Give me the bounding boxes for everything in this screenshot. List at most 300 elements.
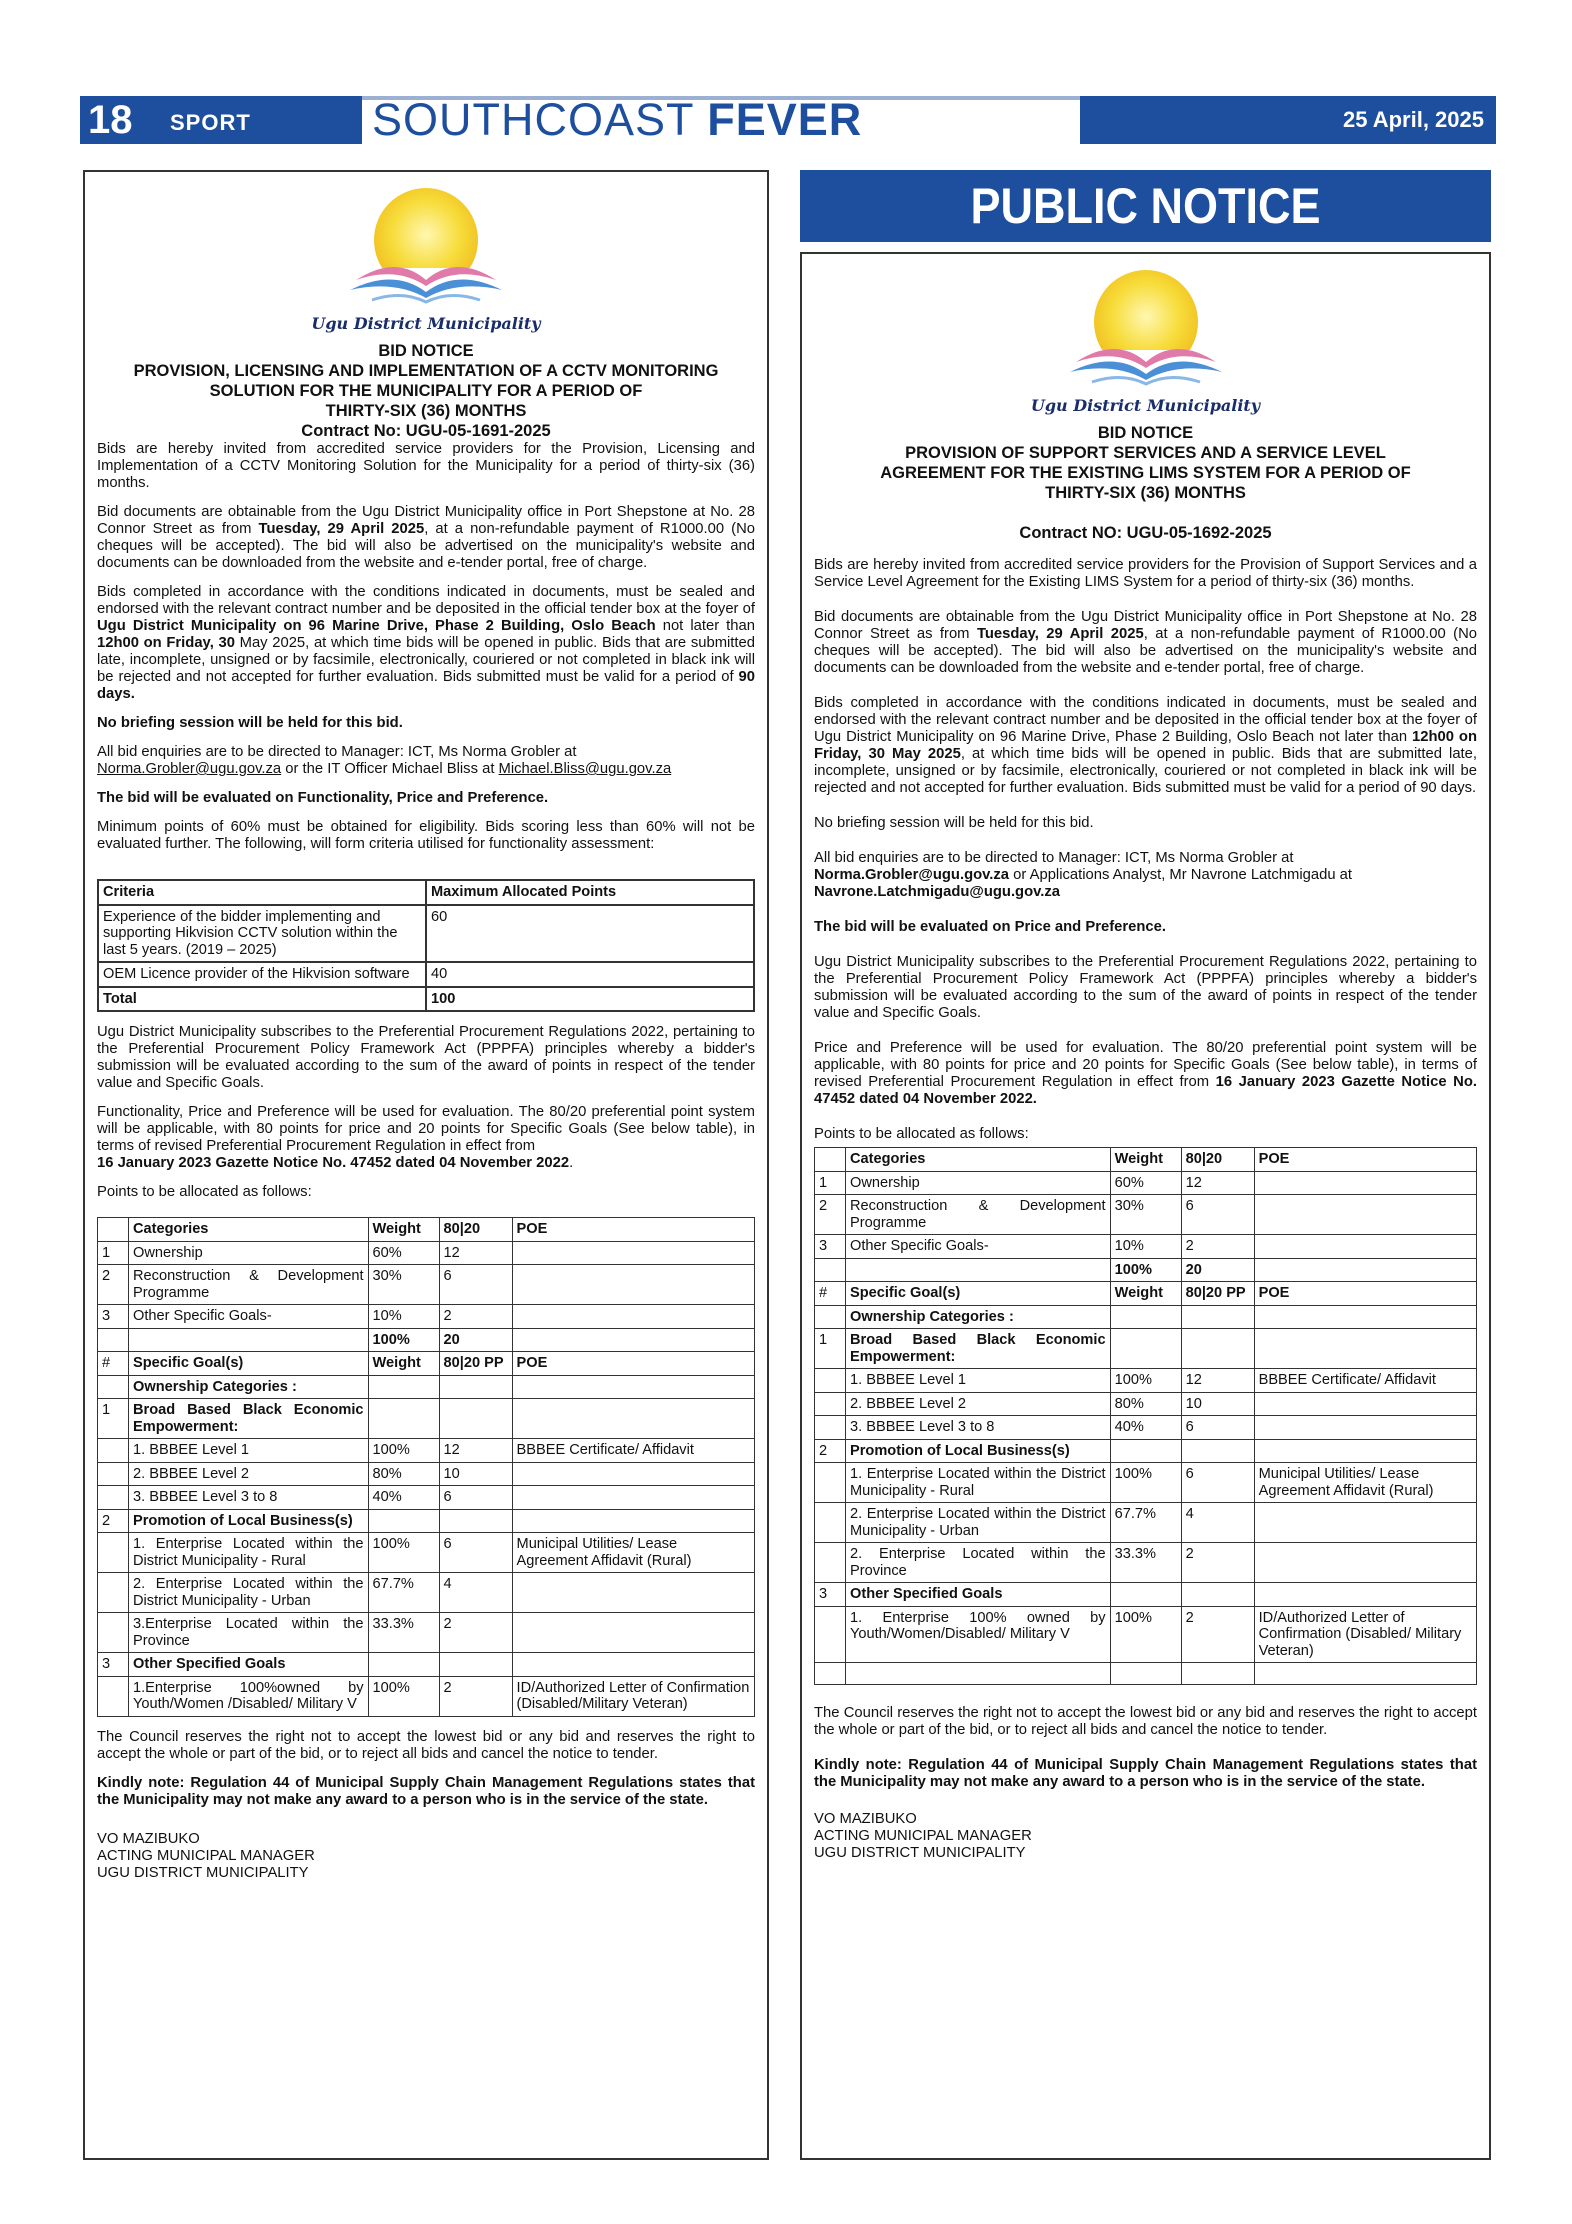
table-cell	[1254, 1583, 1476, 1607]
table-row	[815, 1369, 1477, 1393]
table-cell: 3. BBBEE Level 3 to 8	[129, 1486, 369, 1510]
table-cell	[368, 1509, 439, 1533]
table-cell: 1	[98, 1241, 129, 1265]
text-run-bold: 90 days.	[97, 669, 755, 702]
text-run-bold: Tuesday, 29 April 2025	[258, 521, 425, 537]
table-row	[98, 905, 754, 963]
masthead	[80, 96, 1496, 144]
table-row	[98, 1462, 755, 1486]
table-cell	[1181, 1305, 1254, 1329]
paragraph: The Council reserves the right not to accept the lowest bid or any bid and reserves the right to accept the whole or part of the bid, or to reject all bids and cancel the notice to tender.	[814, 1705, 1477, 1738]
table-row	[815, 1258, 1477, 1282]
table-row	[815, 1416, 1477, 1440]
text-run: or the IT Officer Michael Bliss at	[281, 761, 499, 777]
table-cell: 80%	[1110, 1392, 1181, 1416]
table-cell: 3	[98, 1305, 129, 1329]
table-cell	[512, 1241, 754, 1265]
table-cell: 10	[1181, 1392, 1254, 1416]
paragraph: Ugu District Municipality subscribes to the Preferential Procurement Regulations 2022, pertaining to the Preferential Procurement Policy Framework Act (PPPFA) principles whereby a bidder's submission will be evaluated according to the sum of the award of points in respect of the tender value and Specific Goals.	[97, 1024, 755, 1091]
text-run: or Applications Analyst, Mr Navrone Latchmigadu at	[1009, 867, 1353, 883]
text-run-bold: 16 January 2023 Gazette Notice No. 47452 dated 04 November 2022.	[814, 1074, 1477, 1107]
email-norma[interactable]: Norma.Grobler@ugu.gov.za	[814, 867, 1010, 883]
table-cell	[512, 1653, 754, 1677]
sun-logo-icon	[326, 182, 526, 312]
table-header-cell: Maximum Allocated Points	[426, 880, 754, 905]
heading-line: PROVISION OF SUPPORT SERVICES AND A SERVICE LEVEL	[905, 444, 1386, 462]
heading-line: THIRTY-SIX (36) MONTHS	[1045, 484, 1246, 502]
table-cell: #	[98, 1352, 129, 1376]
table-cell	[1254, 1329, 1476, 1369]
table-cell	[98, 1613, 129, 1653]
table-cell	[368, 1653, 439, 1677]
table-cell: 2	[439, 1613, 512, 1653]
table-row	[98, 1352, 755, 1376]
table-cell	[815, 1663, 846, 1685]
text-run-bold: No briefing session will be held for this bid.	[97, 715, 403, 731]
table-cell	[815, 1369, 846, 1393]
table-cell: 80%	[368, 1462, 439, 1486]
table-cell	[1181, 1329, 1254, 1369]
table-cell	[815, 1503, 846, 1543]
table-cell: 12	[439, 1241, 512, 1265]
table-cell: 6	[439, 1265, 512, 1305]
table-row	[98, 1486, 755, 1510]
table-row	[815, 1606, 1477, 1663]
table-cell: 20	[1181, 1258, 1254, 1282]
table-cell: Broad Based Black Economic Empowerment:	[846, 1329, 1111, 1369]
table-cell	[1110, 1583, 1181, 1607]
left-bid-notice	[83, 170, 769, 2160]
table-cell: 30%	[1110, 1195, 1181, 1235]
table-cell: Weight	[1110, 1282, 1181, 1306]
table-cell: Specific Goal(s)	[846, 1282, 1111, 1306]
table-cell: ID/Authorized Letter of Confirmation (Disabled/Military Veteran)	[512, 1676, 754, 1716]
text-run: All bid enquiries are to be directed to Manager: ICT, Ms Norma Grobler at	[97, 744, 577, 760]
table-header-cell: POE	[1254, 1148, 1476, 1172]
email-link-michael[interactable]: Michael.Bliss@ugu.gov.za	[498, 761, 672, 777]
paragraph: Bids are hereby invited from accredited service providers for the Provision of Support Services and a Service Level Agreement for the Existing LIMS System for a period of thirty-six (36) months.	[814, 557, 1477, 590]
table-cell: 2. Enterprise Located within the District Municipality - Urban	[846, 1503, 1111, 1543]
table-header-cell	[815, 1148, 846, 1172]
text-run-bold: 12h00 on Friday, 30 May 2025	[814, 729, 1477, 762]
table-cell	[846, 1663, 1111, 1685]
masthead-left-bar	[80, 96, 362, 144]
table-cell: 100	[426, 987, 754, 1012]
table-header-cell: Categories	[129, 1218, 369, 1242]
table-cell	[439, 1509, 512, 1533]
table-cell: 1. Enterprise 100% owned by Youth/Women/Disabled/ Military V	[846, 1606, 1111, 1663]
brand-light: SOUTHCOAST	[372, 94, 694, 145]
table-row	[815, 1503, 1477, 1543]
table-cell: 6	[439, 1486, 512, 1510]
table-cell	[512, 1486, 754, 1510]
table-row	[815, 1235, 1477, 1259]
table-row	[815, 1439, 1477, 1463]
table-row	[98, 1533, 755, 1573]
table-cell: 1.Enterprise 100%owned by Youth/Women /Disabled/ Military V	[129, 1676, 369, 1716]
text-run-bold: The bid will be evaluated on Functionality, Price and Preference.	[97, 790, 549, 806]
text-run: not later than	[655, 618, 755, 634]
table-cell: Promotion of Local Business(s)	[129, 1509, 369, 1533]
table-cell: 60	[426, 905, 754, 963]
table-total-row	[98, 987, 754, 1012]
table-cell	[815, 1463, 846, 1503]
table-cell: 2	[815, 1195, 846, 1235]
table-header-cell: 80|20	[1181, 1148, 1254, 1172]
text-run: Bids completed in accordance with the conditions indicated in documents, must be sealed and endorsed with the relevant contract number and be deposited in the official tender box at the foyer of	[97, 584, 755, 617]
paragraph	[97, 744, 755, 778]
table-cell: #	[815, 1282, 846, 1306]
table-cell: 10%	[368, 1305, 439, 1329]
table-cell: 80|20 PP	[439, 1352, 512, 1376]
table-cell: OEM Licence provider of the Hikvision software	[98, 962, 426, 987]
paragraph: Ugu District Municipality subscribes to the Preferential Procurement Regulations 2022, pertaining to the Preferential Procurement Policy Framework Act (PPPFA) principles whereby a bidder's submission will be evaluated according to the sum of the award of points in respect of the tender value and Specific Goals.	[814, 954, 1477, 1021]
table-cell: Experience of the bidder implementing and supporting Hikvision CCTV solution within the last 5 years. (2019 – 2025)	[98, 905, 426, 963]
table-row	[98, 1305, 755, 1329]
table-cell	[815, 1606, 846, 1663]
table-cell: 100%	[1110, 1463, 1181, 1503]
table-cell: 4	[439, 1573, 512, 1613]
table-cell: 2	[815, 1439, 846, 1463]
table-cell: 3. BBBEE Level 3 to 8	[846, 1416, 1111, 1440]
right-bid-notice	[800, 252, 1491, 2160]
points-allocation-table	[814, 1147, 1477, 1685]
table-cell: 3.Enterprise Located within the Province	[129, 1613, 369, 1653]
table-cell	[512, 1265, 754, 1305]
table-row	[98, 1265, 755, 1305]
table-row	[815, 1463, 1477, 1503]
text-run-bold: 12h00 on Friday, 30	[97, 635, 235, 651]
table-cell	[98, 1676, 129, 1716]
table-cell: POE	[512, 1352, 754, 1376]
text-run-bold: The bid will be evaluated on Price and Preference.	[814, 919, 1166, 935]
table-cell	[815, 1543, 846, 1583]
table-cell	[815, 1258, 846, 1282]
table-cell: 3	[815, 1235, 846, 1259]
table-row	[815, 1392, 1477, 1416]
paragraph	[814, 850, 1477, 901]
table-cell	[1254, 1543, 1476, 1583]
table-row	[815, 1663, 1477, 1685]
text-run: .	[569, 1155, 574, 1171]
table-cell: 33.3%	[1110, 1543, 1181, 1583]
table-cell	[1110, 1663, 1181, 1685]
table-header-row	[98, 880, 754, 905]
table-header-row	[815, 1148, 1477, 1172]
table-cell: Ownership	[129, 1241, 369, 1265]
table-cell: 6	[1181, 1195, 1254, 1235]
table-cell	[98, 1375, 129, 1399]
table-cell	[98, 1328, 129, 1352]
table-cell	[512, 1573, 754, 1613]
paragraph	[814, 1040, 1477, 1108]
text-run: All bid enquiries are to be directed to Manager: ICT, Ms Norma Grobler at	[814, 850, 1294, 866]
table-cell: Reconstruction & Development Programme	[129, 1265, 369, 1305]
heading-line: PROVISION, LICENSING AND IMPLEMENTATION OF A CCTV MONITORING	[133, 362, 719, 380]
table-cell	[439, 1399, 512, 1439]
table-row	[815, 1195, 1477, 1235]
table-cell	[1254, 1305, 1476, 1329]
table-cell: 67.7%	[1110, 1503, 1181, 1543]
table-cell	[512, 1613, 754, 1653]
logo-text: Ugu District Municipality	[1030, 396, 1261, 415]
text-run: Price and Preference will be used for evaluation. The 80/20 preferential point system will be applicable, with 80 points for price and 20 points for Specific Goals (See below table), in terms of revised Preferential Procurement Regulation in effect from	[814, 1040, 1477, 1090]
table-cell: Municipal Utilities/ Lease Agreement Affidavit (Rural)	[1254, 1463, 1476, 1503]
table-cell: 40	[426, 962, 754, 987]
signatory-org: UGU DISTRICT MUNICIPALITY	[97, 1864, 309, 1881]
table-cell: 1. BBBEE Level 1	[846, 1369, 1111, 1393]
table-row	[815, 1329, 1477, 1369]
table-cell	[815, 1305, 846, 1329]
table-cell: BBBEE Certificate/ Affidavit	[1254, 1369, 1476, 1393]
notice-heading	[814, 423, 1477, 503]
paragraph: Points to be allocated as follows:	[97, 1184, 312, 1200]
table-cell: Ownership	[846, 1171, 1111, 1195]
paragraph	[97, 790, 755, 807]
banner-title: PUBLIC NOTICE	[970, 178, 1321, 234]
signatory-org: UGU DISTRICT MUNICIPALITY	[814, 1845, 1026, 1861]
table-cell: 1. BBBEE Level 1	[129, 1439, 369, 1463]
text-run: Bid documents are obtainable from the Ugu District Municipality office in Port Shepstone at No. 28 Connor Street as from	[97, 504, 755, 537]
table-cell: 12	[1181, 1369, 1254, 1393]
table-cell: Weight	[368, 1352, 439, 1376]
table-cell: 10	[439, 1462, 512, 1486]
table-row	[98, 1613, 755, 1653]
table-row	[815, 1171, 1477, 1195]
municipality-logo	[97, 182, 755, 333]
table-cell	[815, 1392, 846, 1416]
paragraph	[97, 584, 755, 703]
table-cell: Specific Goal(s)	[129, 1352, 369, 1376]
table-cell	[1181, 1583, 1254, 1607]
table-cell	[1181, 1663, 1254, 1685]
table-cell: 1	[815, 1171, 846, 1195]
table-cell: 2	[98, 1509, 129, 1533]
table-cell	[512, 1305, 754, 1329]
table-cell: BBBEE Certificate/ Affidavit	[512, 1439, 754, 1463]
table-cell: 2	[1181, 1606, 1254, 1663]
table-row	[98, 1676, 755, 1716]
paragraph	[97, 1775, 755, 1809]
text-run: Functionality, Price and Preference will be used for evaluation. The 80/20 preferential point system will be applicable, with 80 points for price and 20 points for Specific Goals (See below table), in terms of revised Preferential Procurement Regulation in effect from	[97, 1104, 755, 1154]
notice-heading	[97, 341, 755, 441]
municipality-logo	[814, 264, 1477, 415]
table-cell: 60%	[1110, 1171, 1181, 1195]
contract-number: Contract No: UGU-05-1691-2025	[301, 422, 551, 440]
text-run-bold: Ugu District Municipality on 96 Marine Drive, Phase 2 Building, Oslo Beach	[97, 618, 656, 634]
table-cell	[1254, 1439, 1476, 1463]
paragraph: Bids are hereby invited from accredited service providers for the Provision, Licensing and Implementation of a CCTV Monitoring Solution for the Municipality for a period of thirty-six (36) months.	[97, 441, 755, 491]
text-run-bold: Kindly note: Regulation 44 of Municipal Supply Chain Management Regulations states that the Municipality may not make any award to a person who is in the service of the state.	[814, 1757, 1477, 1790]
points-allocation-table	[97, 1217, 755, 1717]
table-cell: 60%	[368, 1241, 439, 1265]
signatory-title: ACTING MUNICIPAL MANAGER	[814, 1828, 1032, 1844]
signature-block	[814, 1811, 1477, 1862]
table-row	[815, 1543, 1477, 1583]
contract-number: Contract NO: UGU-05-1692-2025	[1019, 524, 1272, 542]
table-row	[98, 1375, 755, 1399]
table-cell: 100%	[368, 1439, 439, 1463]
heading-line: BID NOTICE	[1097, 424, 1194, 442]
table-cell: 2. BBBEE Level 2	[846, 1392, 1111, 1416]
text-run: Bids completed in accordance with the conditions indicated in documents, must be sealed and endorsed with the relevant contract number and be deposited in the official tender box at the foyer of Ugu District Municipality on 96 Marine Drive, Phase 2 Building, Oslo Beach not later than	[814, 695, 1477, 745]
table-cell: 100%	[1110, 1369, 1181, 1393]
table-row	[98, 1653, 755, 1677]
heading-line: AGREEMENT FOR THE EXISTING LIMS SYSTEM FOR A PERIOD OF	[880, 464, 1411, 482]
text-run-bold: Kindly note: Regulation 44 of Municipal Supply Chain Management Regulations states that the Municipality may not make any award to a person who is in the service of the state.	[97, 1774, 755, 1808]
table-cell: Other Specified Goals	[129, 1653, 369, 1677]
paragraph	[814, 609, 1477, 677]
table-cell: 2	[439, 1676, 512, 1716]
table-cell	[368, 1375, 439, 1399]
table-cell: 20	[439, 1328, 512, 1352]
table-cell: 100%	[1110, 1258, 1181, 1282]
table-cell: Ownership Categories :	[846, 1305, 1111, 1329]
table-cell: Other Specific Goals-	[129, 1305, 369, 1329]
table-cell: 3	[815, 1583, 846, 1607]
table-row	[815, 1305, 1477, 1329]
table-cell: 2. BBBEE Level 2	[129, 1462, 369, 1486]
sun-logo-icon	[1046, 264, 1246, 394]
table-cell	[439, 1375, 512, 1399]
table-header-cell: POE	[512, 1218, 754, 1242]
table-cell: 12	[1181, 1171, 1254, 1195]
table-cell	[368, 1399, 439, 1439]
table-cell	[512, 1399, 754, 1439]
text-run: , at a non-refundable payment of R1000.00 (No cheques will be accepted). The bid will also be advertised on the municipality's website and documents can be downloaded from the website and e-tender portal, free of charge.	[97, 521, 755, 571]
table-row	[98, 1328, 755, 1352]
functionality-criteria-table	[97, 879, 755, 1012]
table-cell: 4	[1181, 1503, 1254, 1543]
table-cell: Broad Based Black Economic Empowerment:	[129, 1399, 369, 1439]
table-cell: Other Specified Goals	[846, 1583, 1111, 1607]
table-cell	[512, 1328, 754, 1352]
paragraph: Points to be allocated as follows:	[814, 1126, 1029, 1142]
table-cell: Ownership Categories :	[129, 1375, 369, 1399]
table-cell	[1254, 1392, 1476, 1416]
table-row	[98, 1439, 755, 1463]
paragraph	[97, 1104, 755, 1172]
table-cell	[1110, 1305, 1181, 1329]
table-cell	[98, 1486, 129, 1510]
brand-bold: FEVER	[707, 94, 863, 145]
table-cell: 100%	[368, 1533, 439, 1573]
table-cell: 40%	[1110, 1416, 1181, 1440]
table-cell: 33.3%	[368, 1613, 439, 1653]
logo-text: Ugu District Municipality	[311, 314, 541, 333]
table-row	[98, 1509, 755, 1533]
newspaper-brand	[372, 94, 862, 146]
table-header-cell: Categories	[846, 1148, 1111, 1172]
table-header-row	[98, 1218, 755, 1242]
table-cell	[129, 1328, 369, 1352]
masthead-right-bar	[1080, 96, 1496, 144]
table-cell: 67.7%	[368, 1573, 439, 1613]
paragraph: Minimum points of 60% must be obtained for eligibility. Bids scoring less than 60% will not be evaluated further. The following, will form criteria utilised for functionality assessment:	[97, 819, 755, 852]
signature-block	[97, 1831, 755, 1882]
heading-line: THIRTY-SIX (36) MONTHS	[325, 402, 527, 420]
paragraph: The Council reserves the right not to accept the lowest bid or any bid and reserves the right to accept the whole or part of the bid, or to reject all bids and cancel the notice to tender.	[97, 1728, 755, 1762]
table-cell: 30%	[368, 1265, 439, 1305]
table-cell	[1110, 1329, 1181, 1369]
signatory-name: VO MAZIBUKO	[814, 1811, 917, 1827]
paragraph: No briefing session will be held for this bid.	[814, 815, 1094, 831]
text-run: , at which time bids will be opened in public. Bids that are submitted late, incomplete, unsigned or by facsimile, electronically, couriered or not completed in black ink will be rejected and not accepted for further evaluation. Bids submitted must be valid for a period of 90 days.	[814, 746, 1477, 796]
table-cell: 100%	[368, 1328, 439, 1352]
signatory-name: VO MAZIBUKO	[97, 1830, 200, 1847]
table-header-cell: Criteria	[98, 880, 426, 905]
table-header-cell: 80|20	[439, 1218, 512, 1242]
table-cell: 100%	[368, 1676, 439, 1716]
table-cell: 12	[439, 1439, 512, 1463]
paragraph	[814, 1757, 1477, 1791]
table-cell: Total	[98, 987, 426, 1012]
email-link-norma[interactable]: Norma.Grobler@ugu.gov.za	[97, 761, 282, 777]
table-row	[98, 1399, 755, 1439]
table-row	[98, 962, 754, 987]
heading-line: SOLUTION FOR THE MUNICIPALITY FOR A PERIOD OF	[209, 382, 643, 400]
table-cell: 2	[98, 1265, 129, 1305]
table-header-cell	[98, 1218, 129, 1242]
heading-line: BID NOTICE	[378, 342, 474, 360]
page-number: 18	[88, 98, 133, 142]
table-cell	[439, 1653, 512, 1677]
text-run: , at a non-refundable payment of R1000.00 (No cheques will be accepted). The bid will also be advertised on the municipality's website and documents can be downloaded from the website and e-tender portal, free of charge.	[814, 626, 1477, 676]
paragraph	[97, 715, 755, 732]
table-cell	[1110, 1439, 1181, 1463]
table-cell	[1254, 1663, 1476, 1685]
table-cell: 3	[98, 1653, 129, 1677]
text-run-bold: 16 January 2023 Gazette Notice No. 47452 dated 04 November 2022	[97, 1155, 570, 1171]
email-navrone[interactable]: Navrone.Latchmigadu@ugu.gov.za	[814, 884, 1060, 900]
table-cell: Municipal Utilities/ Lease Agreement Affidavit (Rural)	[512, 1533, 754, 1573]
table-cell: Other Specific Goals-	[846, 1235, 1111, 1259]
table-cell	[1254, 1503, 1476, 1543]
table-cell: Reconstruction & Development Programme	[846, 1195, 1111, 1235]
table-cell	[846, 1258, 1111, 1282]
table-cell	[1254, 1235, 1476, 1259]
table-cell: 10%	[1110, 1235, 1181, 1259]
table-row	[98, 1241, 755, 1265]
table-row	[815, 1282, 1477, 1306]
paragraph	[814, 695, 1477, 797]
table-cell: 2	[439, 1305, 512, 1329]
table-cell: 80|20 PP	[1181, 1282, 1254, 1306]
table-cell: 1. Enterprise Located within the District Municipality - Rural	[129, 1533, 369, 1573]
table-cell: 1	[98, 1399, 129, 1439]
table-cell: 2	[1181, 1543, 1254, 1583]
table-cell	[98, 1533, 129, 1573]
text-run: Bid documents are obtainable from the Ugu District Municipality office in Port Shepstone at No. 28 Connor Street as from	[814, 609, 1477, 642]
table-cell	[1254, 1258, 1476, 1282]
table-cell	[512, 1462, 754, 1486]
table-cell: 6	[1181, 1463, 1254, 1503]
table-header-cell: Weight	[368, 1218, 439, 1242]
table-cell: 40%	[368, 1486, 439, 1510]
table-cell: 2. Enterprise Located within the Province	[846, 1543, 1111, 1583]
table-cell	[98, 1439, 129, 1463]
public-notice-banner	[800, 170, 1491, 242]
paragraph	[97, 504, 755, 572]
table-cell: 1	[815, 1329, 846, 1369]
table-cell: Promotion of Local Business(s)	[846, 1439, 1111, 1463]
table-cell: ID/Authorized Letter of Confirmation (Disabled/ Military Veteran)	[1254, 1606, 1476, 1663]
table-cell: 2. Enterprise Located within the District Municipality - Urban	[129, 1573, 369, 1613]
table-row	[815, 1583, 1477, 1607]
issue-date: 25 April, 2025	[1342, 107, 1484, 132]
table-cell	[512, 1509, 754, 1533]
table-cell	[815, 1416, 846, 1440]
